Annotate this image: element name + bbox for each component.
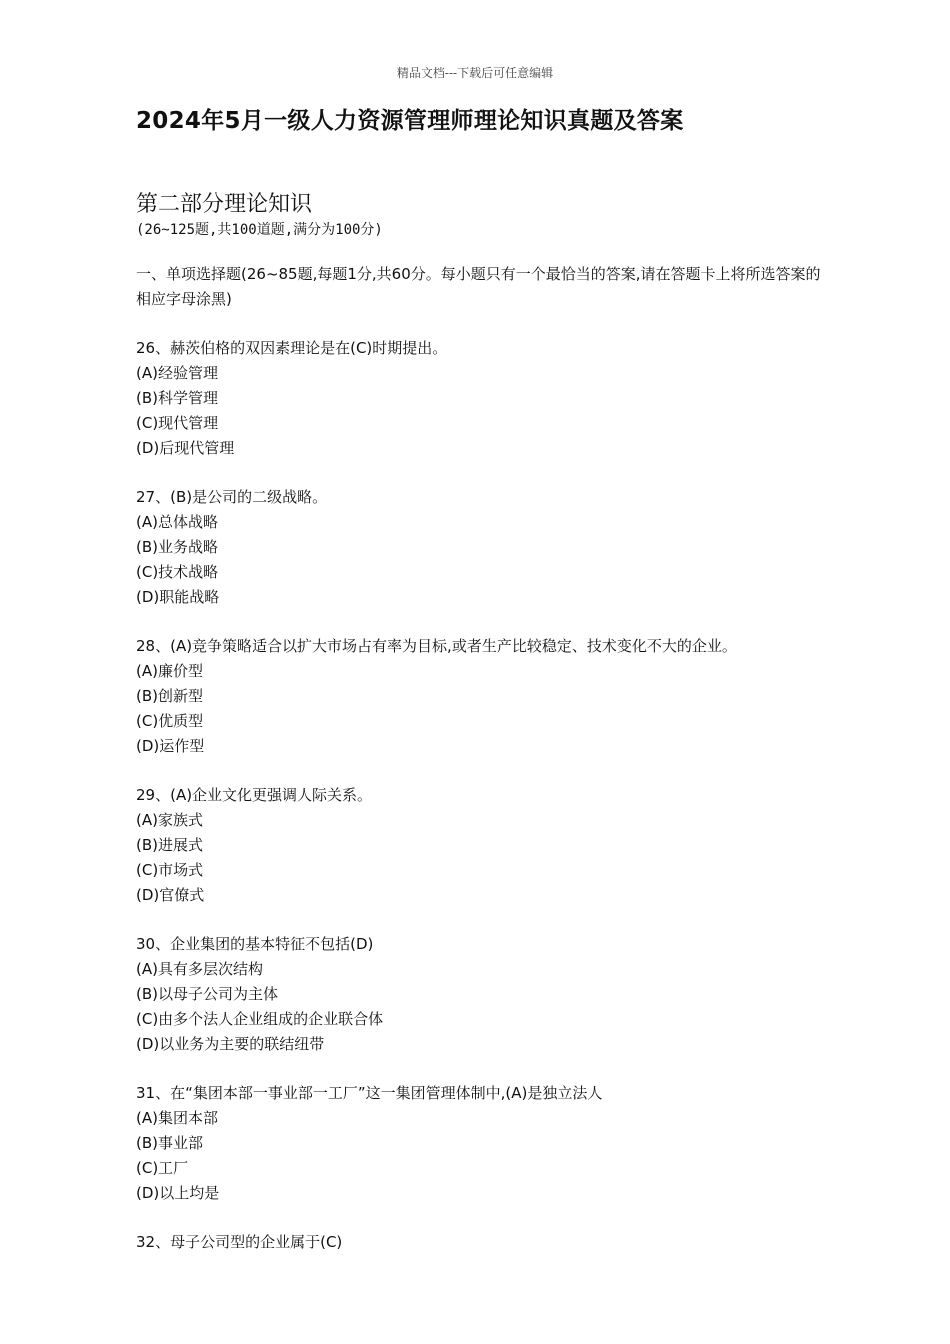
option-a: (A)家族式 <box>136 811 203 829</box>
option-a: (A)总体战略 <box>136 513 218 531</box>
option-b: (B)事业部 <box>136 1134 203 1152</box>
option-d: (D)职能战略 <box>136 588 220 606</box>
question-26 <box>136 336 836 461</box>
option-c: (C)由多个法人企业组成的企业联合体 <box>136 1010 384 1028</box>
question-31 <box>136 1081 836 1206</box>
document-body <box>136 104 836 1255</box>
option-d: (D)运作型 <box>136 737 205 755</box>
option-c: (C)优质型 <box>136 712 204 730</box>
question-27 <box>136 485 836 610</box>
section-note: (26~125题,共100道题,满分为100分) <box>136 222 383 238</box>
option-d: (D)以业务为主要的联结纽带 <box>136 1035 325 1053</box>
question-stem: 26、赫茨伯格的双因素理论是在(C)时期提出。 <box>136 339 448 357</box>
question-stem: 28、(A)竞争策略适合以扩大市场占有率为目标,或者生产比较稳定、技术变化不大的企业。 <box>136 637 737 655</box>
option-a: (A)集团本部 <box>136 1109 218 1127</box>
section-title: 第二部分理论知识 <box>136 192 313 217</box>
document-title: 2024年5月一级人力资源管理师理论知识真题及答案 <box>136 108 684 134</box>
question-stem: 31、在“集团本部一事业部一工厂”这一集团管理体制中,(A)是独立法人 <box>136 1084 603 1102</box>
question-stem: 32、母子公司型的企业属于(C) <box>136 1233 343 1251</box>
question-28 <box>136 634 836 759</box>
option-b: (B)业务战略 <box>136 538 218 556</box>
option-b: (B)科学管理 <box>136 389 218 407</box>
option-c: (C)工厂 <box>136 1159 189 1177</box>
question-stem: 27、(B)是公司的二级战略。 <box>136 488 328 506</box>
option-a: (A)廉价型 <box>136 662 203 680</box>
option-b: (B)以母子公司为主体 <box>136 985 278 1003</box>
question-32 <box>136 1230 836 1255</box>
option-a: (A)具有多层次结构 <box>136 960 263 978</box>
option-c: (C)市场式 <box>136 861 204 879</box>
question-30 <box>136 932 836 1057</box>
option-d: (D)官僚式 <box>136 886 205 904</box>
header-note: 精品文档---下载后可任意编辑 <box>396 66 554 80</box>
option-a: (A)经验管理 <box>136 364 218 382</box>
option-b: (B)进展式 <box>136 836 203 854</box>
option-c: (C)现代管理 <box>136 414 219 432</box>
option-b: (B)创新型 <box>136 687 203 705</box>
instructions-paragraph: 一、单项选择题(26~85题,每题1分,共60分。每小题只有一个最恰当的答案,请在答题卡上将所选答案的相应字母涂黑) <box>136 265 821 308</box>
option-d: (D)以上均是 <box>136 1184 220 1202</box>
question-29 <box>136 783 836 908</box>
option-d: (D)后现代管理 <box>136 439 235 457</box>
question-stem: 29、(A)企业文化更强调人际关系。 <box>136 786 373 804</box>
question-stem: 30、企业集团的基本特征不包括(D) <box>136 935 374 953</box>
option-c: (C)技术战略 <box>136 563 219 581</box>
